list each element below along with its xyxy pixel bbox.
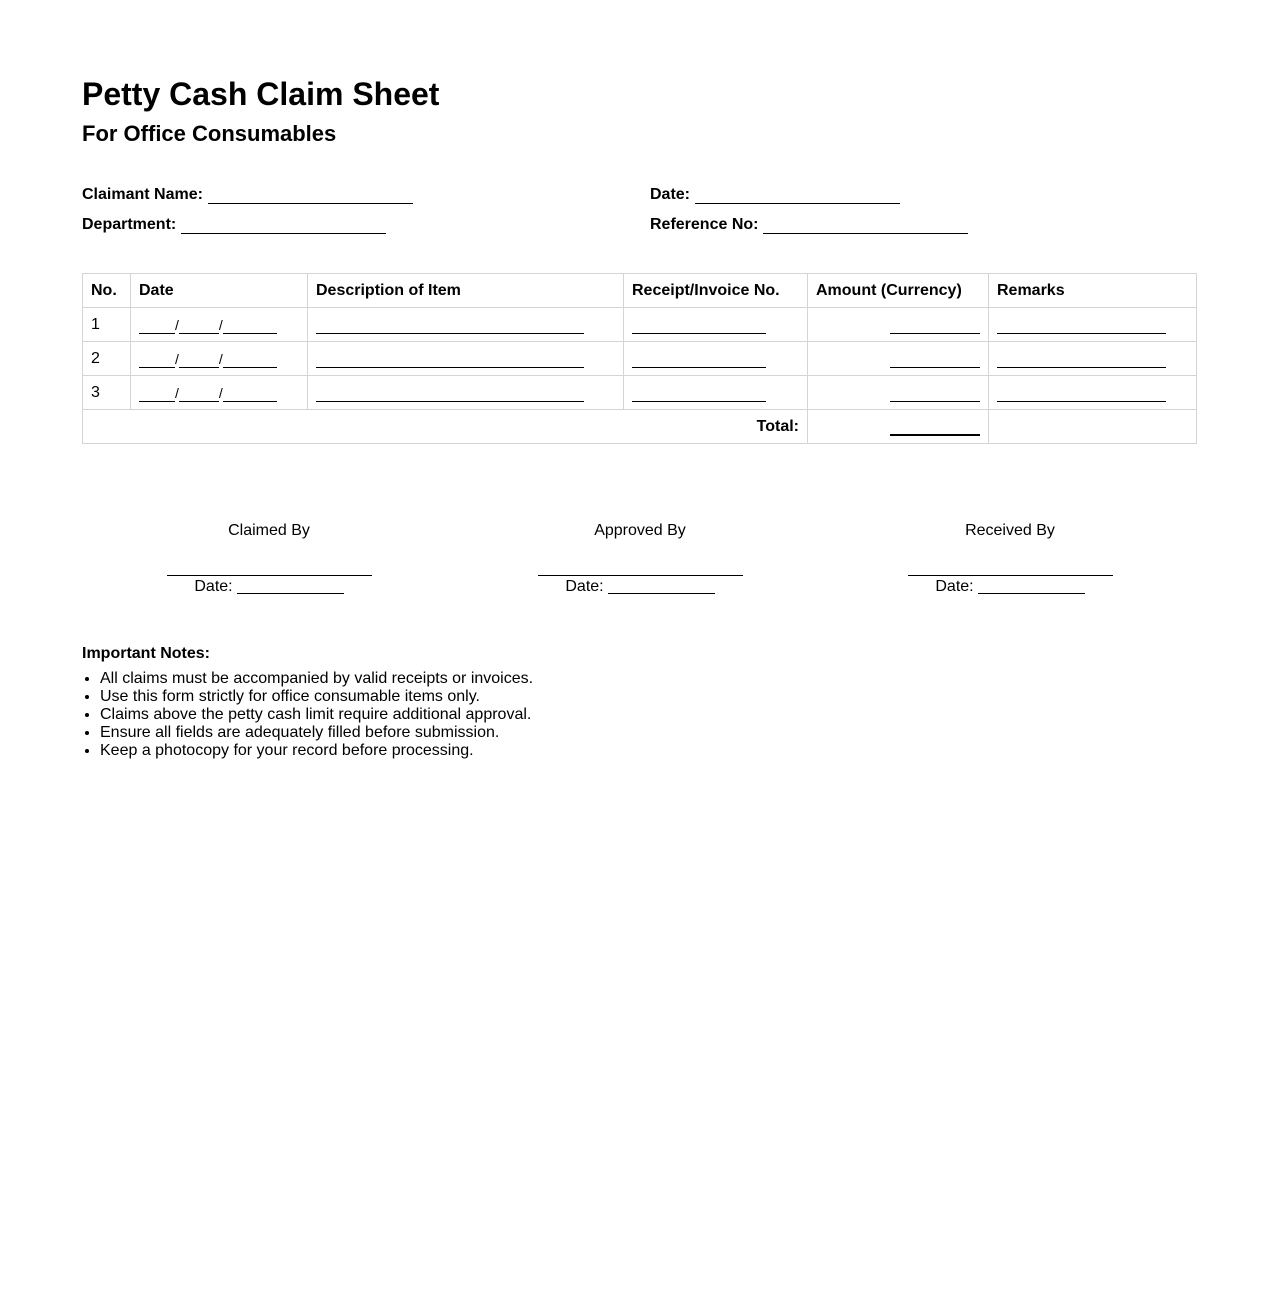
table-row xyxy=(83,376,1197,410)
remarks-cell[interactable] xyxy=(989,308,1197,342)
description-cell[interactable] xyxy=(308,342,624,376)
list-item: • Ensure all fields are adequately filled before submission. xyxy=(100,724,533,742)
document-subtitle: For Office Consumables xyxy=(82,121,337,146)
claimed-by-date-line[interactable] xyxy=(237,579,344,594)
claimed-by-signature xyxy=(166,521,372,597)
approved-by-date-label: Date: xyxy=(565,578,604,595)
header-description: Description of Item xyxy=(308,274,624,308)
receipt-cell[interactable] xyxy=(624,376,808,410)
row-number: 3 xyxy=(83,376,131,410)
remarks-cell[interactable] xyxy=(989,376,1197,410)
date-label: Date: xyxy=(650,186,691,203)
notes-title: Important Notes: xyxy=(82,645,210,662)
document-title: Petty Cash Claim Sheet xyxy=(82,76,440,112)
department-label: Department: xyxy=(82,216,177,233)
header-amount: Amount (Currency) xyxy=(808,274,989,308)
header-no: No. xyxy=(83,274,131,308)
amount-cell[interactable] xyxy=(808,308,989,342)
date-cell[interactable]: / / xyxy=(131,342,308,376)
date-cell[interactable]: / / xyxy=(131,376,308,410)
date-cell[interactable]: / / xyxy=(131,308,308,342)
header-receipt: Receipt/Invoice No. xyxy=(624,274,808,308)
table-header-row xyxy=(83,274,1197,308)
amount-cell[interactable] xyxy=(808,376,989,410)
row-number: 2 xyxy=(83,342,131,376)
list-item: • Keep a photocopy for your record before processing. xyxy=(100,742,533,760)
total-amount-cell[interactable] xyxy=(808,410,989,444)
amount-cell[interactable] xyxy=(808,342,989,376)
date-field xyxy=(650,185,900,205)
date-line[interactable] xyxy=(695,189,900,204)
approved-by-date xyxy=(537,577,743,597)
notes-list xyxy=(82,670,533,760)
header-remarks: Remarks xyxy=(989,274,1197,308)
claimed-by-signature-line[interactable] xyxy=(167,575,372,576)
reference-line[interactable] xyxy=(763,219,968,234)
table-row xyxy=(83,342,1197,376)
list-item: • Use this form strictly for office consumable items only. xyxy=(100,688,533,706)
department-field xyxy=(82,215,386,235)
total-row xyxy=(83,410,1197,444)
claimant-name-line[interactable] xyxy=(208,189,413,204)
description-cell[interactable] xyxy=(308,308,624,342)
claim-items-table xyxy=(82,273,1197,444)
table-row xyxy=(83,308,1197,342)
approved-by-date-line[interactable] xyxy=(608,579,715,594)
approved-by-label: Approved By xyxy=(594,522,686,539)
reference-label: Reference No: xyxy=(650,216,759,233)
receipt-cell[interactable] xyxy=(624,342,808,376)
receipt-cell[interactable] xyxy=(624,308,808,342)
received-by-date-line[interactable] xyxy=(978,579,1085,594)
header-date: Date xyxy=(131,274,308,308)
total-remarks-cell xyxy=(989,410,1197,444)
remarks-cell[interactable] xyxy=(989,342,1197,376)
claimant-name-field xyxy=(82,185,413,205)
received-by-date-label: Date: xyxy=(935,578,974,595)
list-item: • All claims must be accompanied by valid receipts or invoices. xyxy=(100,670,533,688)
important-notes xyxy=(82,644,533,760)
reference-field xyxy=(650,215,968,235)
description-cell[interactable] xyxy=(308,376,624,410)
claimant-name-label: Claimant Name: xyxy=(82,186,203,203)
received-by-signature-line[interactable] xyxy=(908,575,1113,576)
list-item: • Claims above the petty cash limit require additional approval. xyxy=(100,706,533,724)
total-label: Total: xyxy=(83,410,808,444)
received-by-label: Received By xyxy=(965,522,1055,539)
claimed-by-label: Claimed By xyxy=(228,522,310,539)
approved-by-signature-line[interactable] xyxy=(538,575,743,576)
row-number: 1 xyxy=(83,308,131,342)
received-by-signature xyxy=(907,521,1113,597)
claimed-by-date xyxy=(166,577,372,597)
department-line[interactable] xyxy=(181,219,386,234)
received-by-date xyxy=(907,577,1113,597)
approved-by-signature xyxy=(537,521,743,597)
claimed-by-date-label: Date: xyxy=(194,578,233,595)
